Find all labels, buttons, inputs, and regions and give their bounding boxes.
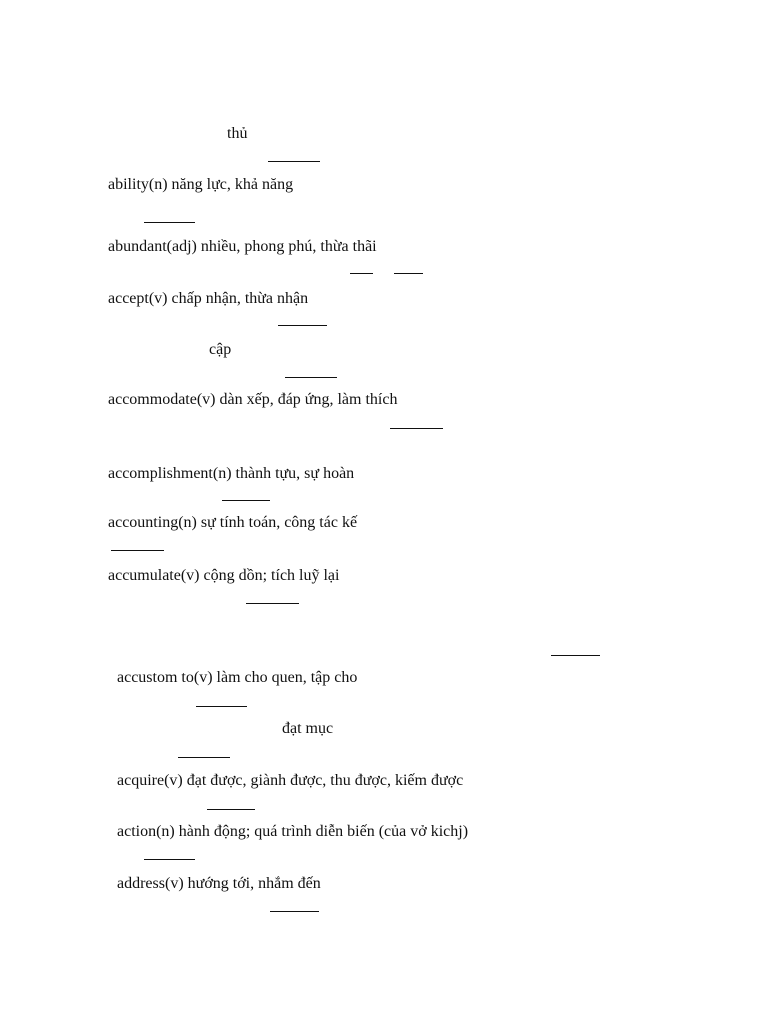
text-line: accumulate(v) cộng dồn; tích luỹ lại	[108, 567, 340, 584]
text-line: acquire(v) đạt được, giành được, thu được, kiếm được	[117, 772, 464, 789]
blank-underline	[350, 273, 373, 274]
text-line: action(n) hành động; quá trình diễn biến (của vở kichj)	[117, 823, 469, 840]
blank-underline	[390, 428, 443, 429]
blank-underline	[144, 222, 195, 223]
blank-underline	[285, 377, 337, 378]
blank-underline	[270, 911, 319, 912]
blank-underline	[111, 550, 164, 551]
blank-underline	[178, 757, 230, 758]
text-line: accommodate(v) dàn xếp, đáp ứng, làm thích	[108, 391, 398, 408]
blank-underline	[246, 603, 299, 604]
blank-underline	[268, 161, 320, 162]
blank-underline	[551, 655, 600, 656]
text-line: đạt mục	[282, 720, 334, 737]
text-line: accustom to(v) làm cho quen, tập cho	[117, 669, 358, 686]
text-line: thủ	[227, 125, 248, 142]
blank-underline	[394, 273, 423, 274]
text-line: accept(v) chấp nhận, thừa nhận	[108, 290, 309, 307]
text-line: cập	[209, 341, 232, 358]
blank-underline	[222, 500, 270, 501]
text-line: abundant(adj) nhiều, phong phú, thừa thãi	[108, 238, 377, 255]
blank-underline	[278, 325, 327, 326]
text-line: address(v) hướng tới, nhắm đến	[117, 875, 321, 892]
blank-underline	[196, 706, 247, 707]
blank-underline	[207, 809, 255, 810]
blank-underline	[144, 859, 195, 860]
text-line: accomplishment(n) thành tựu, sự hoàn	[108, 465, 355, 482]
text-line: ability(n) năng lực, khả năng	[108, 176, 294, 193]
text-line: accounting(n) sự tính toán, công tác kế	[108, 514, 358, 531]
